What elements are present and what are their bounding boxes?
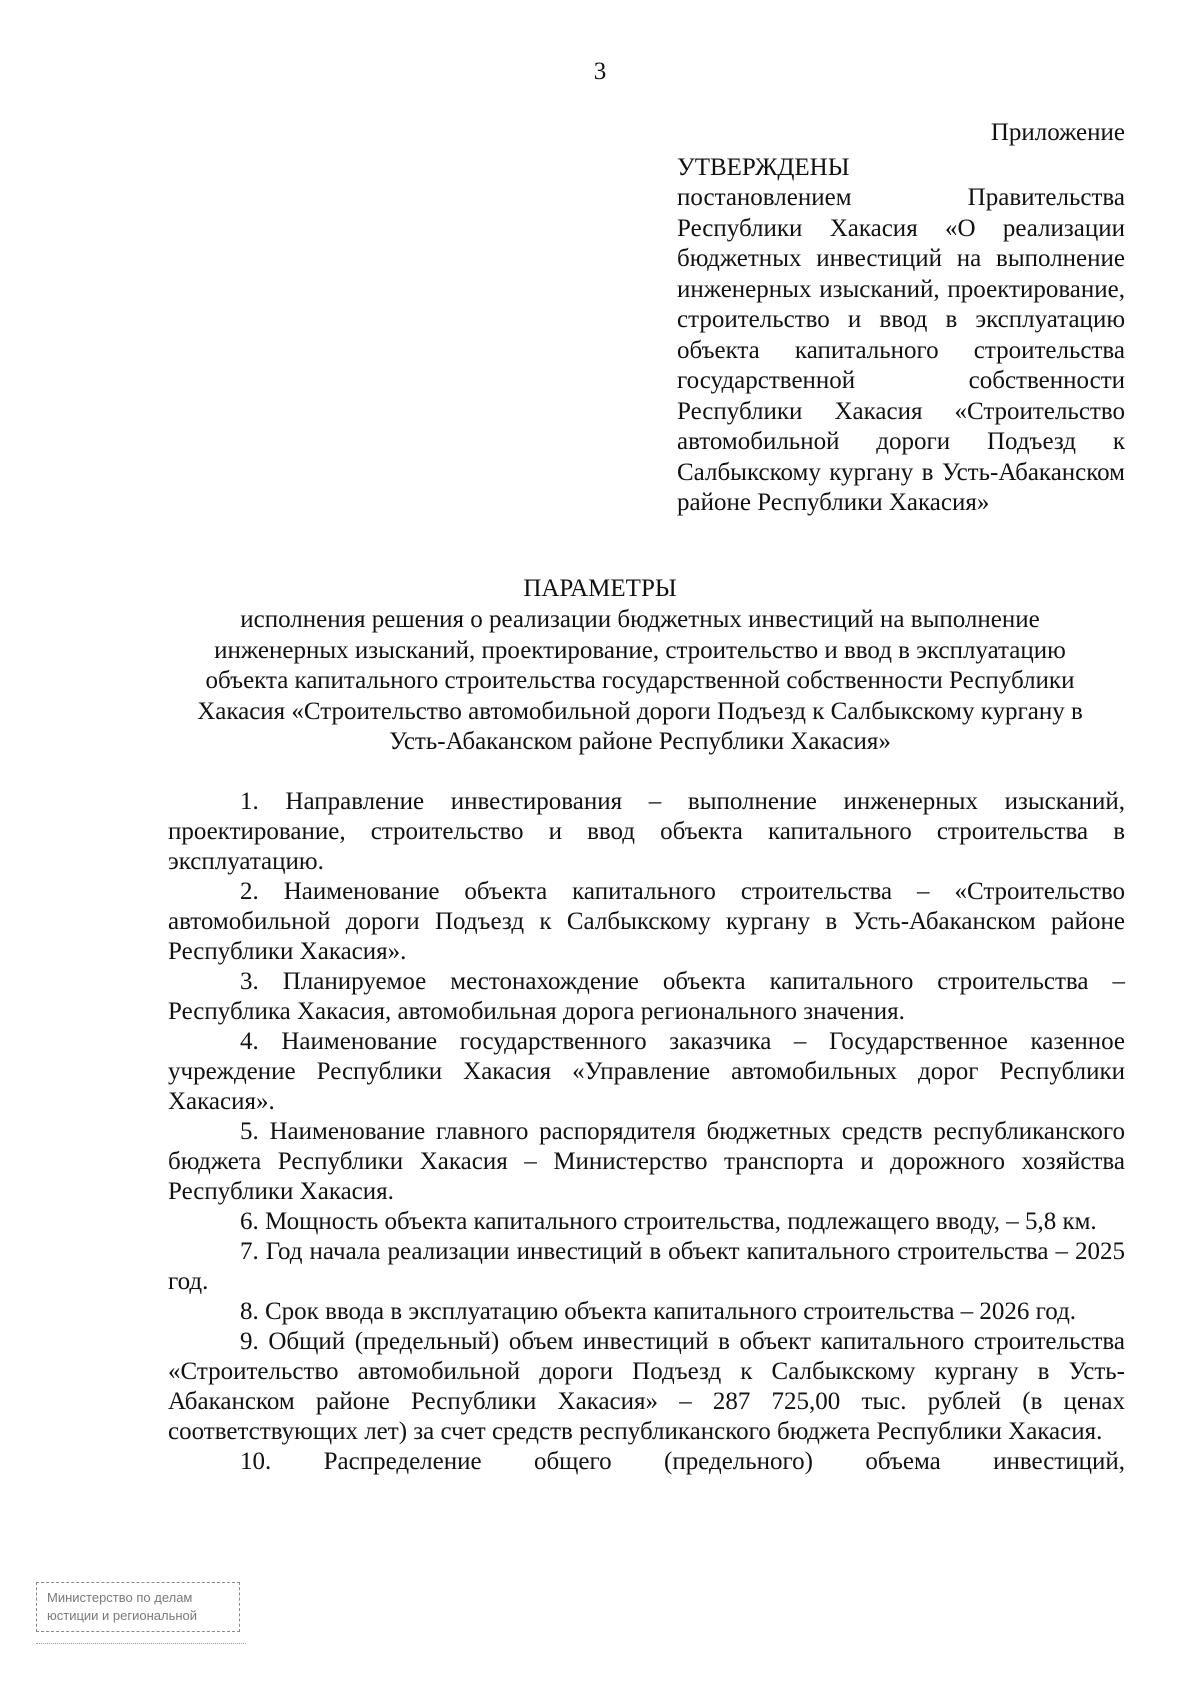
stamp-rule (36, 1643, 246, 1644)
paragraph-9: 9. Общий (предельный) объем инвестиций в объект капитального строительства «Строительство автомобильной дороги Подъезд к Салбыкскому кургану в Усть-Абаканском районе Республики Хакасия» – 287 725,00 тыс. рублей (в ценах соответствующих лет) за счет средств республиканского бюджета Республики Хакасия. (168, 1328, 1125, 1445)
appendix-label: Приложение (990, 119, 1125, 146)
paragraph-6: 6. Мощность объекта капитального строительства, подлежащего вводу, – 5,8 км. (240, 1208, 1097, 1235)
paragraph-7: 7. Год начала реализации инвестиций в объект капитального строительства – 2025 год. (168, 1238, 1125, 1295)
approved-label: УТВЕРЖДЕНЫ (677, 153, 850, 181)
approved-text: постановлением Правительства Республики Хакасия «О реализации бюджетных инвестиций на выполнение инженерных изысканий, проектирование, строительство и ввод в эксплуатацию объекта капитального строительства государственной собственности Республики Хакасия «Строительство автомобильной дороги Подъезд к Салбыкскому кургану в Усть-Абаканском районе Республики Хакасия» (677, 184, 1125, 516)
page-number: 3 (593, 58, 607, 85)
paragraph-8: 8. Срок ввода в эксплуатацию объекта капитального строительства – 2026 год. (240, 1298, 1077, 1325)
paragraph-4: 4. Наименование государственного заказчика – Государственное казенное учреждение Республики Хакасия «Управление автомобильных дорог Республики Хакасия». (168, 1028, 1125, 1115)
stamp-line-2: юстиции и региональной (47, 1608, 198, 1623)
paragraph-10: 10. Распределение общего (предельного) объема инвестиций, (240, 1448, 1125, 1475)
parameters-title: ПАРАМЕТРЫ (523, 575, 677, 602)
paragraph-2: 2. Наименование объекта капитального строительства – «Строительство автомобильной дороги Подъезд к Салбыкскому кургану в Усть-Абаканском районе Республики Хакасия». (168, 878, 1125, 965)
body-text (168, 787, 1125, 1477)
parameters-subtitle: исполнения решения о реализации бюджетных инвестиций на выполнение инженерных изысканий, проектирование, строительство и ввод в эксплуатацию объекта капитального строительства государственной собственности Республики Хакасия «Строительство автомобильной дороги Подъезд к Салбыкскому кургану в Усть-Абаканском районе Республики Хакасия» (197, 606, 1083, 755)
paragraph-1: 1. Направление инвестирования – выполнение инженерных изысканий, проектирование, строительство и ввод объекта капитального строительства в эксплуатацию. (168, 788, 1125, 875)
stamp-line-1: Министерство по делам (47, 1590, 193, 1605)
registration-stamp (36, 1582, 240, 1632)
paragraph-3: 3. Планируемое местонахождение объекта капитального строительства – Республика Хакасия, автомобильная дорога регионального значения. (168, 968, 1125, 1025)
appendix-block (677, 118, 1125, 519)
paragraph-5: 5. Наименование главного распорядителя бюджетных средств республиканского бюджета Республики Хакасия – Министерство транспорта и дорожного хозяйства Республики Хакасия. (168, 1118, 1125, 1205)
